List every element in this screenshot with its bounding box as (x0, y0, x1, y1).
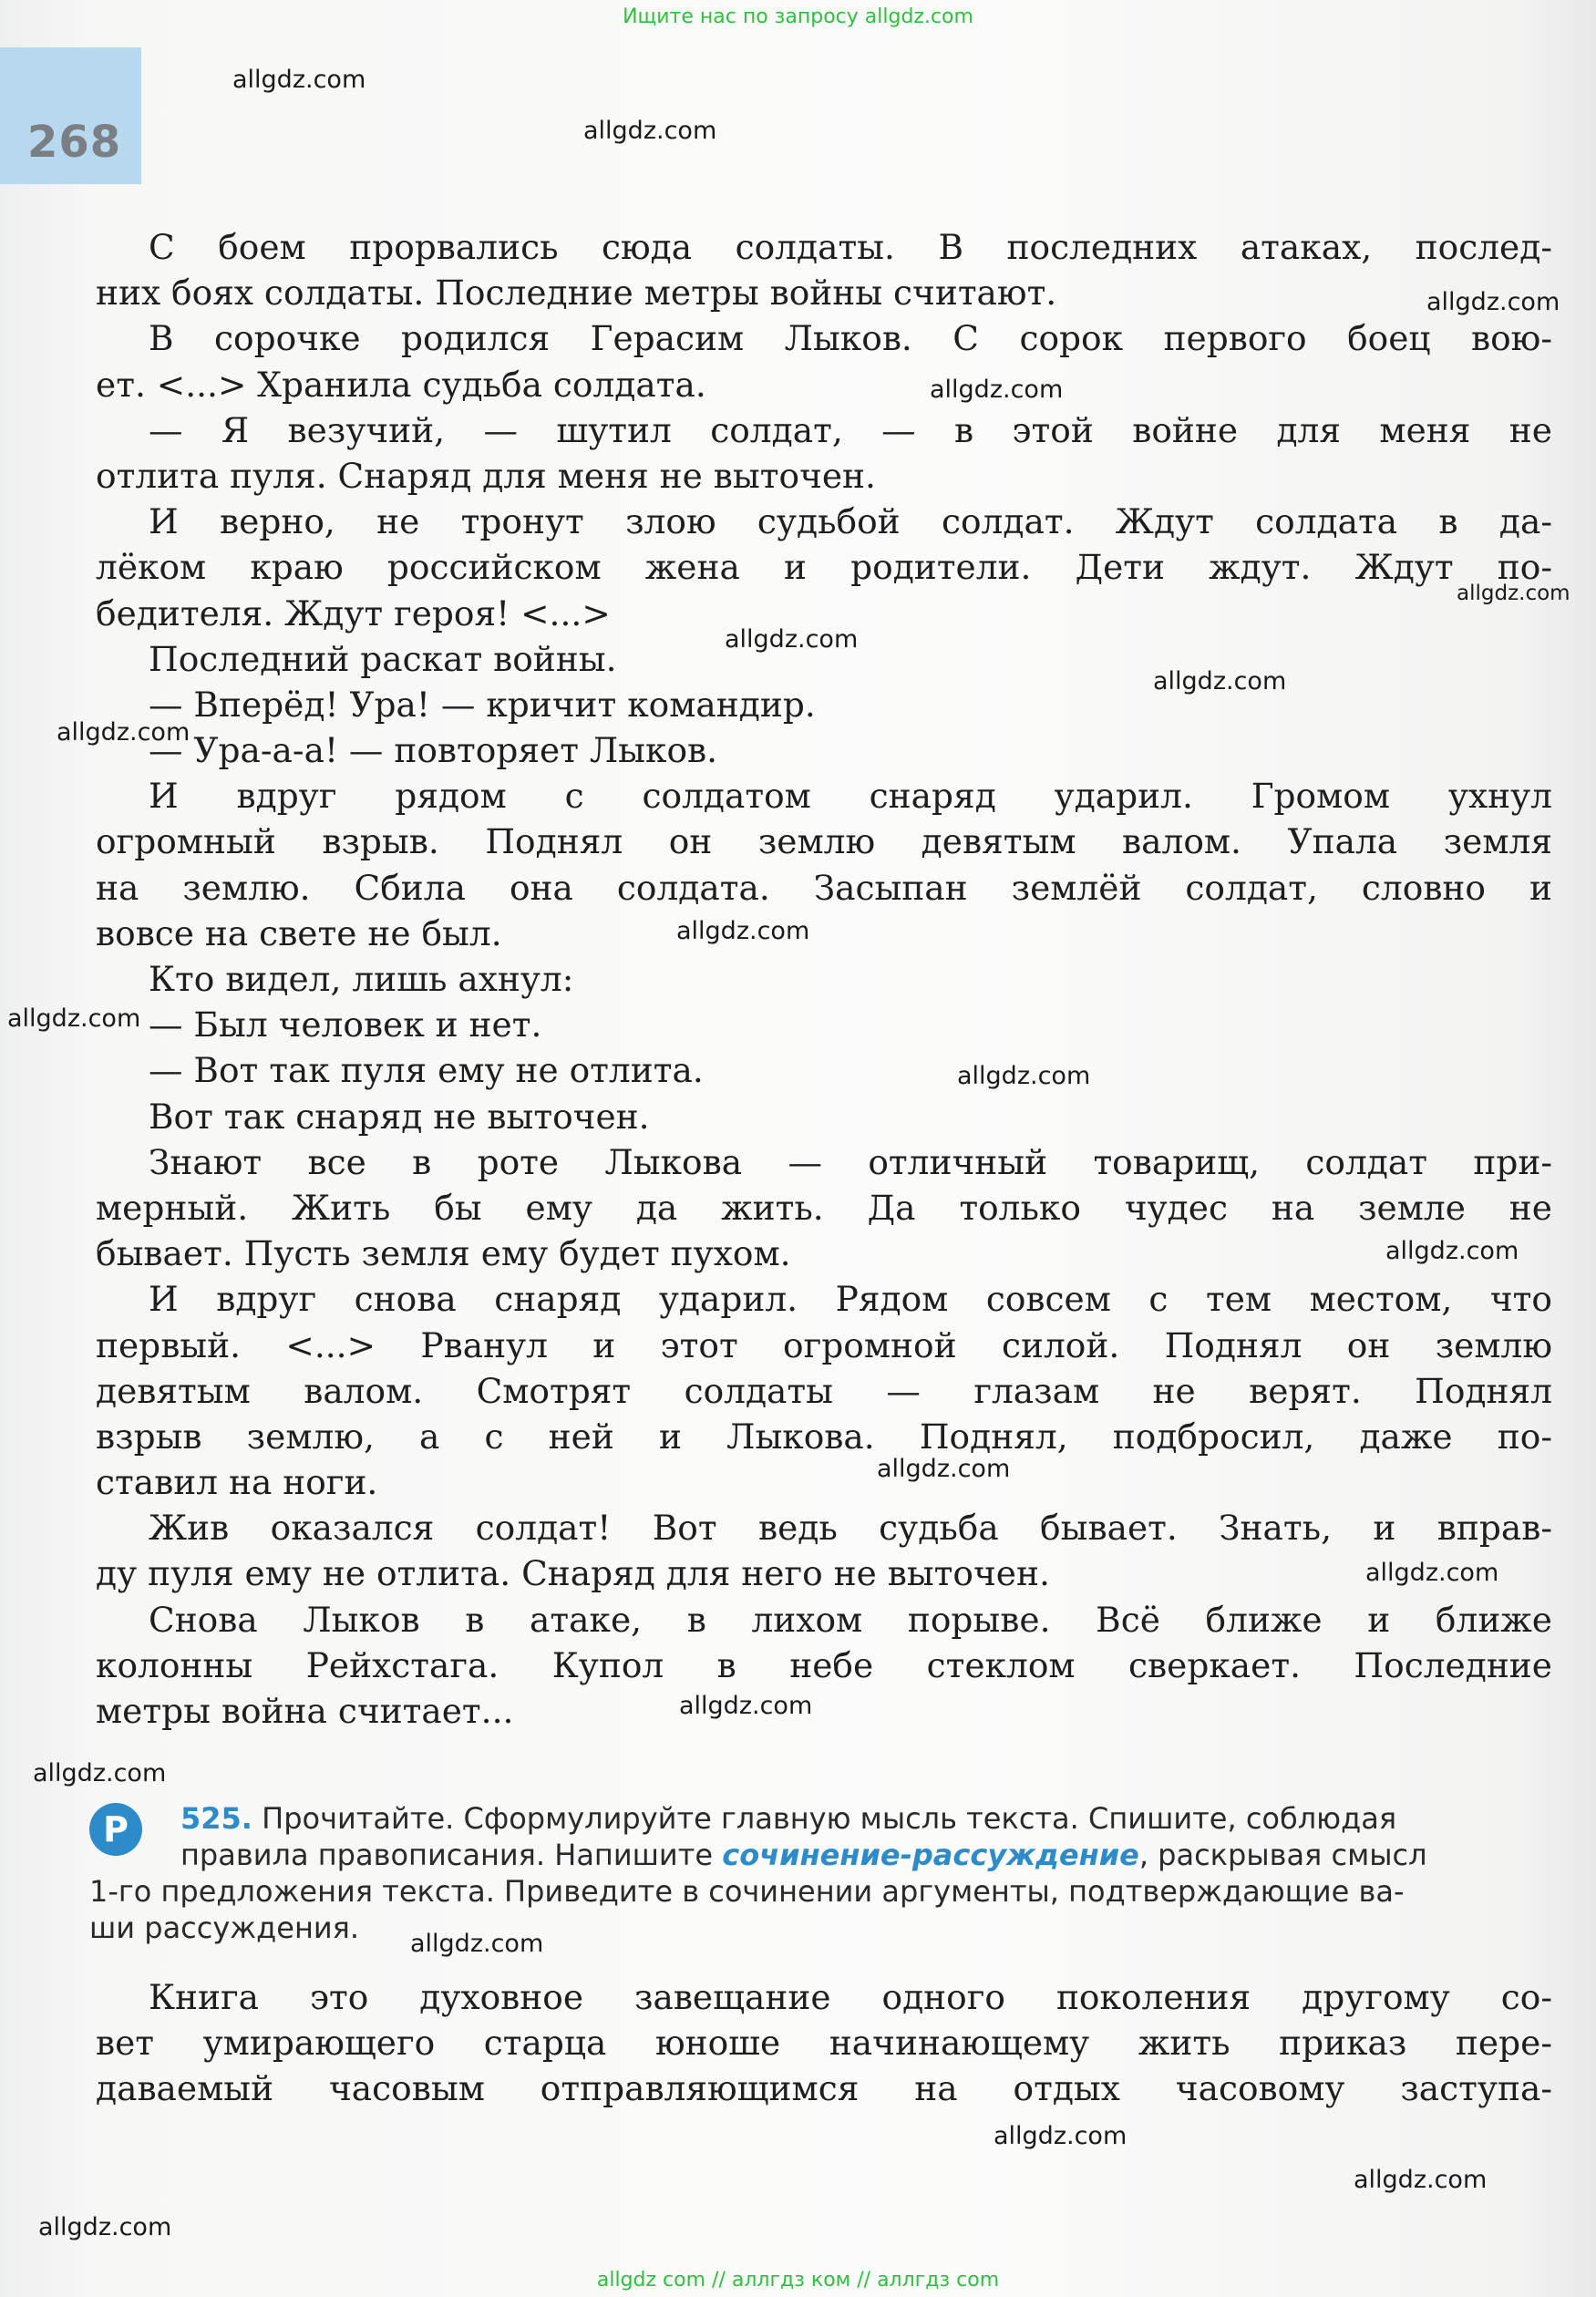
watermark: allgdz.com (38, 2213, 172, 2241)
watermark: allgdz.com (725, 625, 859, 654)
exercise-task (89, 1800, 1552, 1946)
watermark: allgdz.com (1426, 288, 1560, 316)
watermark: allgdz.com (1385, 1237, 1519, 1265)
text-line: С боем прорвались сюда солдаты. В последних атаках, послед- (149, 227, 1552, 267)
watermark: allgdz.com (232, 66, 366, 94)
text-line: ет. <...> Хранила судьба солдата. (96, 364, 706, 405)
watermark: allgdz.com (410, 1930, 544, 1958)
task-line (89, 1800, 1552, 1837)
watermark: allgdz.com (7, 1004, 141, 1033)
text-line: бывает. Пусть земля ему будет пухом. (96, 1233, 791, 1274)
text-line: — Вперёд! Ура! — кричит командир. (149, 684, 816, 725)
text-line: на землю. Сбила она солдата. Засыпан землёй солдат, словно и (96, 867, 1552, 908)
task-line: 1-го предложения текста. Приведите в сочинении аргументы, подтверждающие ва- (89, 1874, 1405, 1909)
text-line: Знают все в роте Лыкова — отличный товарищ, солдат при- (149, 1141, 1552, 1182)
watermark: allgdz.com (1457, 582, 1570, 605)
text-line: взрыв землю, а с ней и Лыкова. Поднял, подбросил, даже по- (96, 1416, 1552, 1457)
text-line: бедителя. Ждут героя! <...> (96, 592, 611, 633)
text-line: даваемый часовым отправляющимся на отдых часовому заступа- (96, 2068, 1552, 2109)
watermark: allgdz.com (994, 2122, 1127, 2150)
text-line: них боях солдаты. Последние метры войны считают. (96, 273, 1057, 314)
text-line: — Ура-а-а! — повторяет Лыков. (149, 730, 718, 771)
text-line: И вдруг снова снаряд ударил. Рядом совсем с тем местом, что (149, 1279, 1552, 1320)
text-line: И вдруг рядом с солдатом снаряд ударил. Громом ухнул (149, 776, 1552, 817)
watermark: allgdz.com (679, 1692, 813, 1720)
text-line: вет умирающего старца юноше начинающему жить приказ пере- (96, 2023, 1552, 2064)
text-line: Вот так снаряд не выточен. (149, 1096, 650, 1137)
task-text: , раскрывая смысл (1138, 1838, 1427, 1872)
text-line: Кто видел, лишь ахнул: (149, 959, 574, 999)
text-line: — Был человек и нет. (149, 1004, 542, 1045)
text-line: огромный взрыв. Поднял он землю девятым валом. Упала земля (96, 821, 1552, 862)
text-line: отлита пуля. Снаряд для меня не выточен. (96, 455, 876, 496)
text-line: Книга это духовное завещание одного поколения другому со- (149, 1977, 1552, 2017)
watermark: allgdz.com (930, 376, 1064, 404)
exercise-number: 525. (180, 1801, 252, 1836)
task-text: правила правописания. Напишите (180, 1838, 723, 1872)
watermark: allgdz.com (877, 1455, 1011, 1483)
main-text (96, 224, 1552, 1734)
text-line: лёком краю российском жена и родители. Дети ждут. Ждут по- (96, 547, 1552, 588)
watermark: allgdz.com (33, 1759, 167, 1787)
text-line: И верно, не тронут злою судьбой солдат. Ждут солдата в да- (149, 501, 1552, 542)
watermark: allgdz.com (583, 117, 717, 145)
footer-links[interactable]: allgdz com // аллгдз ком // аллгдз com (596, 2269, 1000, 2292)
text-line: В сорочке родился Герасим Лыков. С сорок первого боец вою- (149, 318, 1552, 359)
watermark: allgdz.com (1153, 667, 1287, 695)
task-line: ши рассуждения. (89, 1911, 360, 1945)
text-line: — Я везучий, — шутил солдат, — в этой войне для меня не (149, 409, 1552, 450)
task-highlight: сочинение-рассуждение (722, 1838, 1139, 1872)
text-line: Последний раскат войны. (149, 638, 617, 679)
page-number: 268 (27, 117, 122, 168)
text-line: — Вот так пуля ему не отлита. (149, 1050, 704, 1091)
watermark: allgdz.com (676, 917, 810, 945)
text-line: девятым валом. Смотрят солдаты — глазам не верят. Поднял (96, 1370, 1552, 1411)
task-line (89, 1837, 1552, 1873)
exercise-badge-icon: Р (89, 1803, 142, 1856)
text-line: Жив оказался солдат! Вот ведь судьба бывает. Знать, и вправ- (149, 1508, 1552, 1549)
text-line: вовсе на свете не был. (96, 912, 502, 953)
top-banner[interactable]: Ищите нас по запросу allgdz.com (623, 5, 973, 28)
watermark: allgdz.com (957, 1062, 1091, 1090)
text-line: метры война считает... (96, 1691, 514, 1731)
watermark: allgdz.com (57, 718, 190, 747)
task-text: Прочитайте. Сформулируйте главную мысль текста. Спишите, соблюдая (262, 1801, 1397, 1836)
text-line: Снова Лыков в атаке, в лихом порыве. Всё ближе и ближе (149, 1599, 1552, 1640)
text-line: мерный. Жить бы ему да жить. Да только чудес на земле не (96, 1187, 1552, 1228)
text-line: ду пуля ему не отлита. Снаряд для него не выточен. (96, 1553, 1050, 1594)
watermark: allgdz.com (1354, 2166, 1488, 2194)
text-line: ставил на ноги. (96, 1462, 378, 1503)
text-line: колонны Рейхстага. Купол в небе стеклом сверкает. Последние (96, 1644, 1552, 1685)
text-line: первый. <...> Рванул и этот огромной силой. Поднял он землю (96, 1324, 1552, 1365)
exercise-text (96, 1974, 1552, 2112)
watermark: allgdz.com (1365, 1559, 1499, 1587)
